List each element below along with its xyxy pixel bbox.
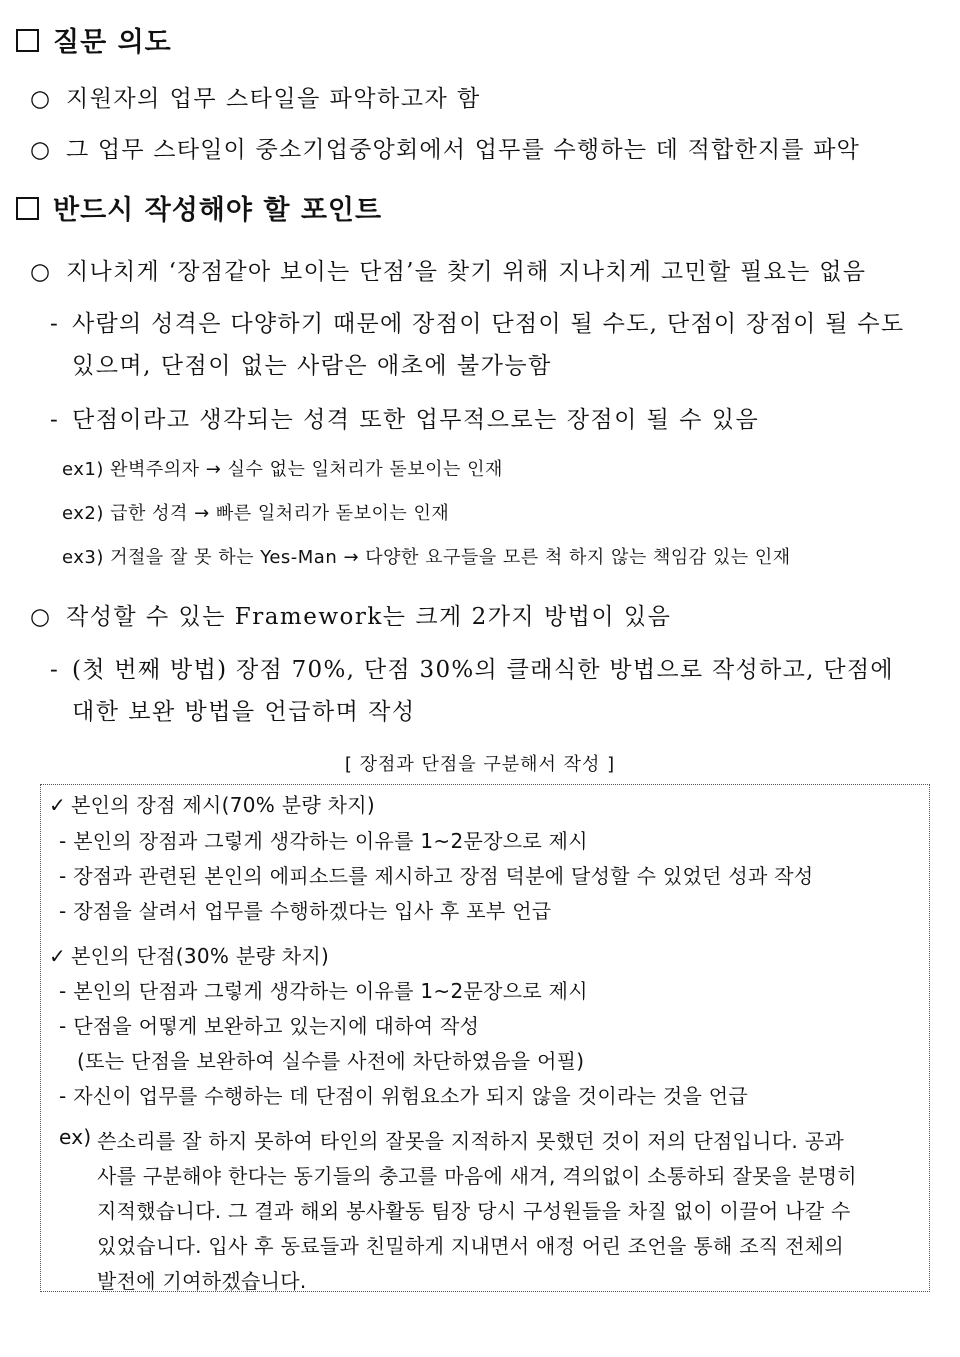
circle-bullet-icon: ○ <box>30 259 52 285</box>
example-paragraph-line: 쓴소리를 잘 하지 못하여 타인의 잘못을 지적하지 못했던 것이 저의 단점입니다. 공과 <box>97 1129 844 1153</box>
circle-bullet-icon: ○ <box>30 137 52 163</box>
point-2: ○ 작성할 수 있는 Framework는 크게 2가지 방법이 있음 <box>30 604 672 630</box>
strength-item: - 본인의 장점과 그렇게 생각하는 이유를 1~2문장으로 제시 <box>59 829 588 853</box>
dash-bullet: - <box>50 311 60 337</box>
example-3: ex3) 거절을 잘 못 하는 Yes-Man → 다양한 요구들을 모른 척 하지 않는 책임감 있는 인재 <box>62 547 791 568</box>
framework-box <box>40 784 930 1292</box>
dash-bullet: - <box>50 407 60 433</box>
example-paragraph-line: 있었습니다. 입사 후 동료들과 친밀하게 지내면서 애정 어린 조언을 통해 조직 전체의 <box>97 1234 844 1258</box>
strength-item: - 장점을 살려서 업무를 수행하겠다는 입사 후 포부 언급 <box>59 899 552 923</box>
point-1-sub-2: - 단점이라고 생각되는 성격 또한 업무적으로는 장점이 될 수 있음 <box>50 407 760 433</box>
weakness-heading: ✓ 본인의 단점(30% 분량 차지) <box>49 944 330 968</box>
intent-item-1: ○ 지원자의 업무 스타일을 파악하고자 함 <box>30 86 481 112</box>
example-2: ex2) 급한 성격 → 빠른 일처리가 돋보이는 인재 <box>62 503 450 524</box>
checkmark-icon: ✓ <box>49 793 67 817</box>
example-label: ex) <box>59 1125 92 1149</box>
checkbox-square-icon <box>16 29 39 52</box>
point-1: ○ 지나치게 ‘장점같아 보이는 단점’을 찾기 위해 지나치게 고민할 필요는 없음 <box>30 259 867 285</box>
strength-item: - 장점과 관련된 본인의 에피소드를 제시하고 장점 덕분에 달성할 수 있었던 성과 작성 <box>59 864 814 888</box>
point-2-sub-1: - (첫 번째 방법) 장점 70%, 단점 30%의 클래식한 방법으로 작성하고, 단점에 <box>50 657 894 683</box>
example-paragraph-line: 지적했습니다. 그 결과 해외 봉사활동 팀장 당시 구성원들을 차질 없이 이끌어 나갈 수 <box>97 1199 851 1223</box>
section-title-must-write-points: 반드시 작성해야 할 포인트 <box>16 188 382 227</box>
circle-bullet-icon: ○ <box>30 86 52 112</box>
circle-bullet-icon: ○ <box>30 604 52 630</box>
example-1: ex1) 완벽주의자 → 실수 없는 일처리가 돋보이는 인재 <box>62 459 503 480</box>
box-caption: [ 장점과 단점을 구분해서 작성 ] <box>344 754 616 775</box>
point-1-sub-1-cont: 있으며, 단점이 없는 사람은 애초에 불가능함 <box>72 353 552 379</box>
weakness-item: - 본인의 단점과 그렇게 생각하는 이유를 1~2문장으로 제시 <box>59 979 588 1003</box>
section-title-question-intent: 질문 의도 <box>16 20 172 59</box>
strength-heading: ✓ 본인의 장점 제시(70% 분량 차지) <box>49 793 376 817</box>
checkmark-icon: ✓ <box>49 944 67 968</box>
weakness-item: - 단점을 어떻게 보완하고 있는지에 대하여 작성 <box>59 1014 480 1038</box>
weakness-item: - 자신이 업무를 수행하는 데 단점이 위험요소가 되지 않을 것이라는 것을 언급 <box>59 1084 748 1108</box>
checkbox-square-icon <box>16 197 39 220</box>
point-2-sub-1-cont: 대한 보완 방법을 언급하며 작성 <box>72 699 416 725</box>
point-1-sub-1: - 사람의 성격은 다양하기 때문에 장점이 단점이 될 수도, 단점이 장점이 될 수도 <box>50 311 905 337</box>
intent-item-2: ○ 그 업무 스타일이 중소기업중앙회에서 업무를 수행하는 데 적합한지를 파악 <box>30 137 861 163</box>
dash-bullet: - <box>50 657 60 683</box>
example-paragraph-line: 사를 구분해야 한다는 동기들의 충고를 마음에 새겨, 격의없이 소통하되 잘못을 분명히 <box>97 1164 857 1188</box>
weakness-item-note: (또는 단점을 보완하여 실수를 사전에 차단하였음을 어필) <box>77 1049 585 1073</box>
example-paragraph-line: 발전에 기여하겠습니다. <box>97 1269 307 1293</box>
